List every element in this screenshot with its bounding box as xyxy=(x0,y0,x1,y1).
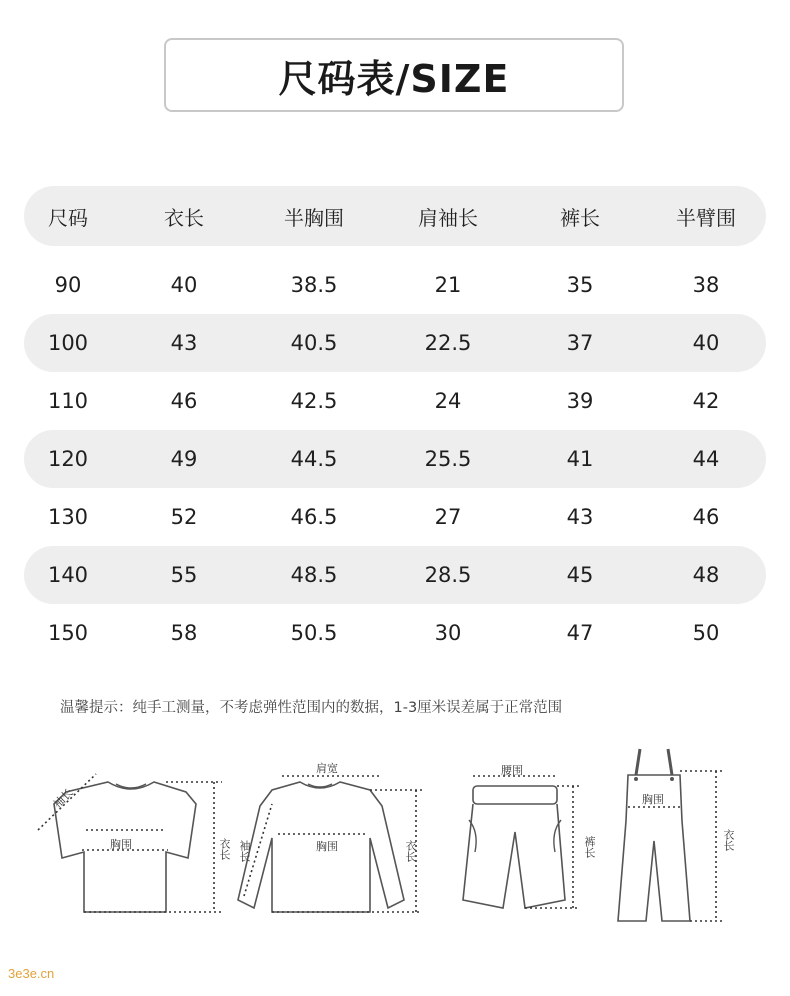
cell-shoulder-sleeve: 24 xyxy=(434,389,462,413)
cell-size: 150 xyxy=(47,621,89,645)
cell-pants-length: 41 xyxy=(566,447,594,471)
table-row xyxy=(24,546,766,604)
sweater-diagram xyxy=(232,760,432,925)
cell-size: 120 xyxy=(47,447,89,471)
cell-length: 55 xyxy=(170,563,198,587)
header-shoulder-sleeve: 肩袖长 xyxy=(418,205,478,230)
cell-length: 49 xyxy=(170,447,198,471)
table-header xyxy=(24,186,766,246)
watermark: 3e3e.cn xyxy=(8,966,55,981)
shorts-length-label: 裤长 xyxy=(583,836,596,858)
header-half-chest: 半胸围 xyxy=(284,205,344,230)
cell-half-chest: 46.5 xyxy=(290,505,338,529)
table-row xyxy=(24,372,766,430)
shorts-diagram xyxy=(455,760,605,925)
table-row xyxy=(24,488,766,546)
cell-size: 110 xyxy=(47,389,89,413)
header-size: 尺码 xyxy=(48,205,88,230)
cell-shoulder-sleeve: 28.5 xyxy=(424,563,472,587)
cell-shoulder-sleeve: 22.5 xyxy=(424,331,472,355)
cell-pants-length: 45 xyxy=(566,563,594,587)
cell-length: 43 xyxy=(170,331,198,355)
cell-half-arm: 50 xyxy=(692,621,720,645)
table-row xyxy=(24,314,766,372)
sweater-chest-label: 胸围 xyxy=(316,840,338,853)
cell-half-arm: 40 xyxy=(692,331,720,355)
size-table xyxy=(24,186,766,662)
overalls-length-label: 衣长 xyxy=(722,829,735,851)
cell-pants-length: 39 xyxy=(566,389,594,413)
shorts-waist-label: 腰围 xyxy=(501,764,523,777)
cell-shoulder-sleeve: 27 xyxy=(434,505,462,529)
header-half-arm: 半臂围 xyxy=(676,205,736,230)
overalls-chest-label: 胸围 xyxy=(642,793,664,806)
cell-half-arm: 44 xyxy=(692,447,720,471)
cell-length: 40 xyxy=(170,273,198,297)
cell-length: 46 xyxy=(170,389,198,413)
sweater-sleeve-label: 袖长 xyxy=(238,840,251,862)
cell-size: 130 xyxy=(47,505,89,529)
cell-half-chest: 48.5 xyxy=(290,563,338,587)
cell-half-chest: 38.5 xyxy=(290,273,338,297)
cell-shoulder-sleeve: 30 xyxy=(434,621,462,645)
cell-half-chest: 50.5 xyxy=(290,621,338,645)
tshirt-sleeve-label: 袖长 xyxy=(50,785,76,811)
tshirt-length-label: 衣长 xyxy=(218,838,231,860)
cell-half-arm: 46 xyxy=(692,505,720,529)
cell-half-arm: 38 xyxy=(692,273,720,297)
tshirt-chest-label: 胸围 xyxy=(110,838,132,851)
cell-length: 58 xyxy=(170,621,198,645)
table-row xyxy=(24,604,766,662)
tshirt-diagram xyxy=(36,760,231,925)
measurement-note: 温馨提示：纯手工测量，不考虑弹性范围内的数据，1-3厘米误差属于正常范围 xyxy=(60,700,563,716)
cell-half-chest: 44.5 xyxy=(290,447,338,471)
page-title: 尺码表/SIZE xyxy=(278,56,510,101)
overalls-diagram xyxy=(606,745,756,925)
sweater-shoulder-label: 肩宽 xyxy=(316,762,338,775)
cell-shoulder-sleeve: 21 xyxy=(434,273,462,297)
cell-pants-length: 43 xyxy=(566,505,594,529)
cell-length: 52 xyxy=(170,505,198,529)
cell-half-arm: 48 xyxy=(692,563,720,587)
header-pants-length: 裤长 xyxy=(560,205,600,230)
cell-size: 90 xyxy=(54,273,82,297)
cell-half-chest: 40.5 xyxy=(290,331,338,355)
cell-pants-length: 37 xyxy=(566,331,594,355)
title-box xyxy=(164,38,624,112)
cell-pants-length: 35 xyxy=(566,273,594,297)
cell-pants-length: 47 xyxy=(566,621,594,645)
cell-half-chest: 42.5 xyxy=(290,389,338,413)
cell-size: 140 xyxy=(47,563,89,587)
cell-size: 100 xyxy=(47,331,89,355)
table-row xyxy=(24,256,766,314)
cell-shoulder-sleeve: 25.5 xyxy=(424,447,472,471)
sweater-length-label: 衣长 xyxy=(404,840,417,862)
table-row xyxy=(24,430,766,488)
cell-half-arm: 42 xyxy=(692,389,720,413)
header-length: 衣长 xyxy=(164,205,204,230)
